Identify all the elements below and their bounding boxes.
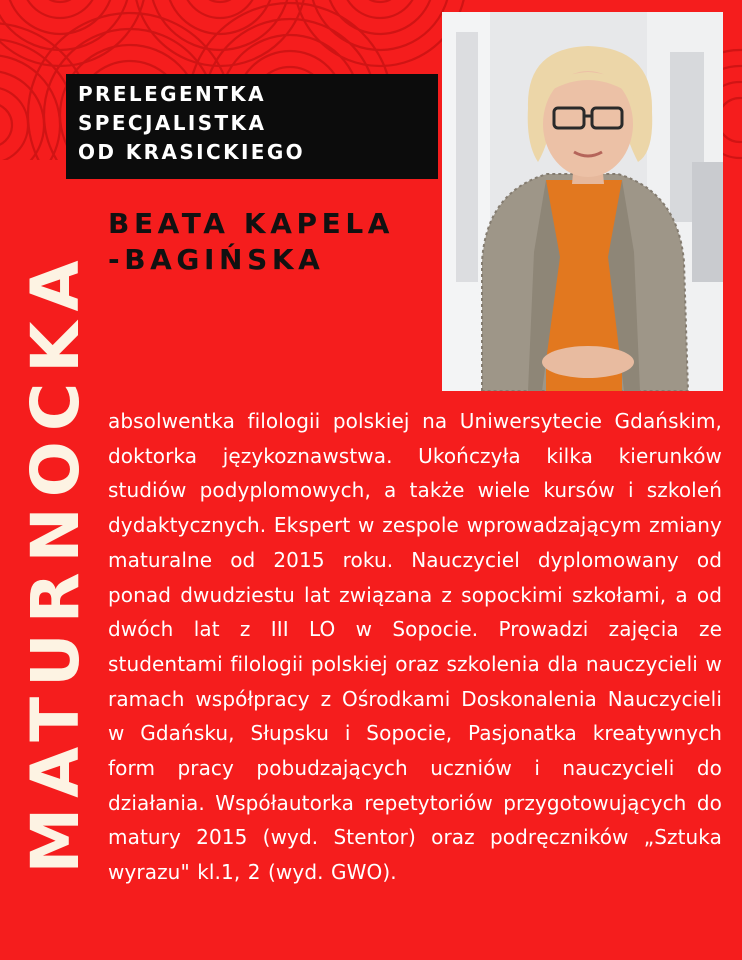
- speaker-name: [108, 206, 394, 278]
- brand-vertical-label: MATURNOCKA: [17, 250, 94, 874]
- speaker-name-line-1: BEATA KAPELA: [108, 207, 395, 240]
- speaker-photo: [442, 12, 723, 391]
- title-line-2: SPECJALISTKA: [78, 111, 267, 135]
- title-line-3: OD KRASICKIEGO: [78, 140, 306, 164]
- title-box: [66, 74, 438, 179]
- title-line-1: PRELEGENTKA: [78, 82, 266, 106]
- biography-text: absolwentka filologii polskiej na Uniwersytecie Gdańskim, doktorka językoznawstwa. Ukończyła kilka kierunków studiów podyplomowych, a także wiele kursów i szkoleń dydaktycznych. Ekspert w zespole wprowadzającym zmiany maturalne od 2015 roku. Nauczyciel dyplomowany od ponad dwudziestu lat związana z sopockimi szkołami, a od dwóch lat z III LO w Sopocie. Prowadzi zajęcia ze studentami filologii polskiej oraz szkolenia dla nauczycieli w ramach współpracy z Ośrodkami Doskonalenia Nauczycieli w Gdańsku, Słupsku i Sopocie, Pasjonatka kreatywnych form pracy pobudzających uczniów i nauczycieli do działania. Współautorka repetytoriów przygotowujących do matury 2015 (wyd. Stentor) oraz podręczników „Sztuka wyrazu" kl.1, 2 (wyd. GWO).: [108, 409, 722, 885]
- speaker-name-line-2: -BAGIŃSKA: [108, 243, 325, 276]
